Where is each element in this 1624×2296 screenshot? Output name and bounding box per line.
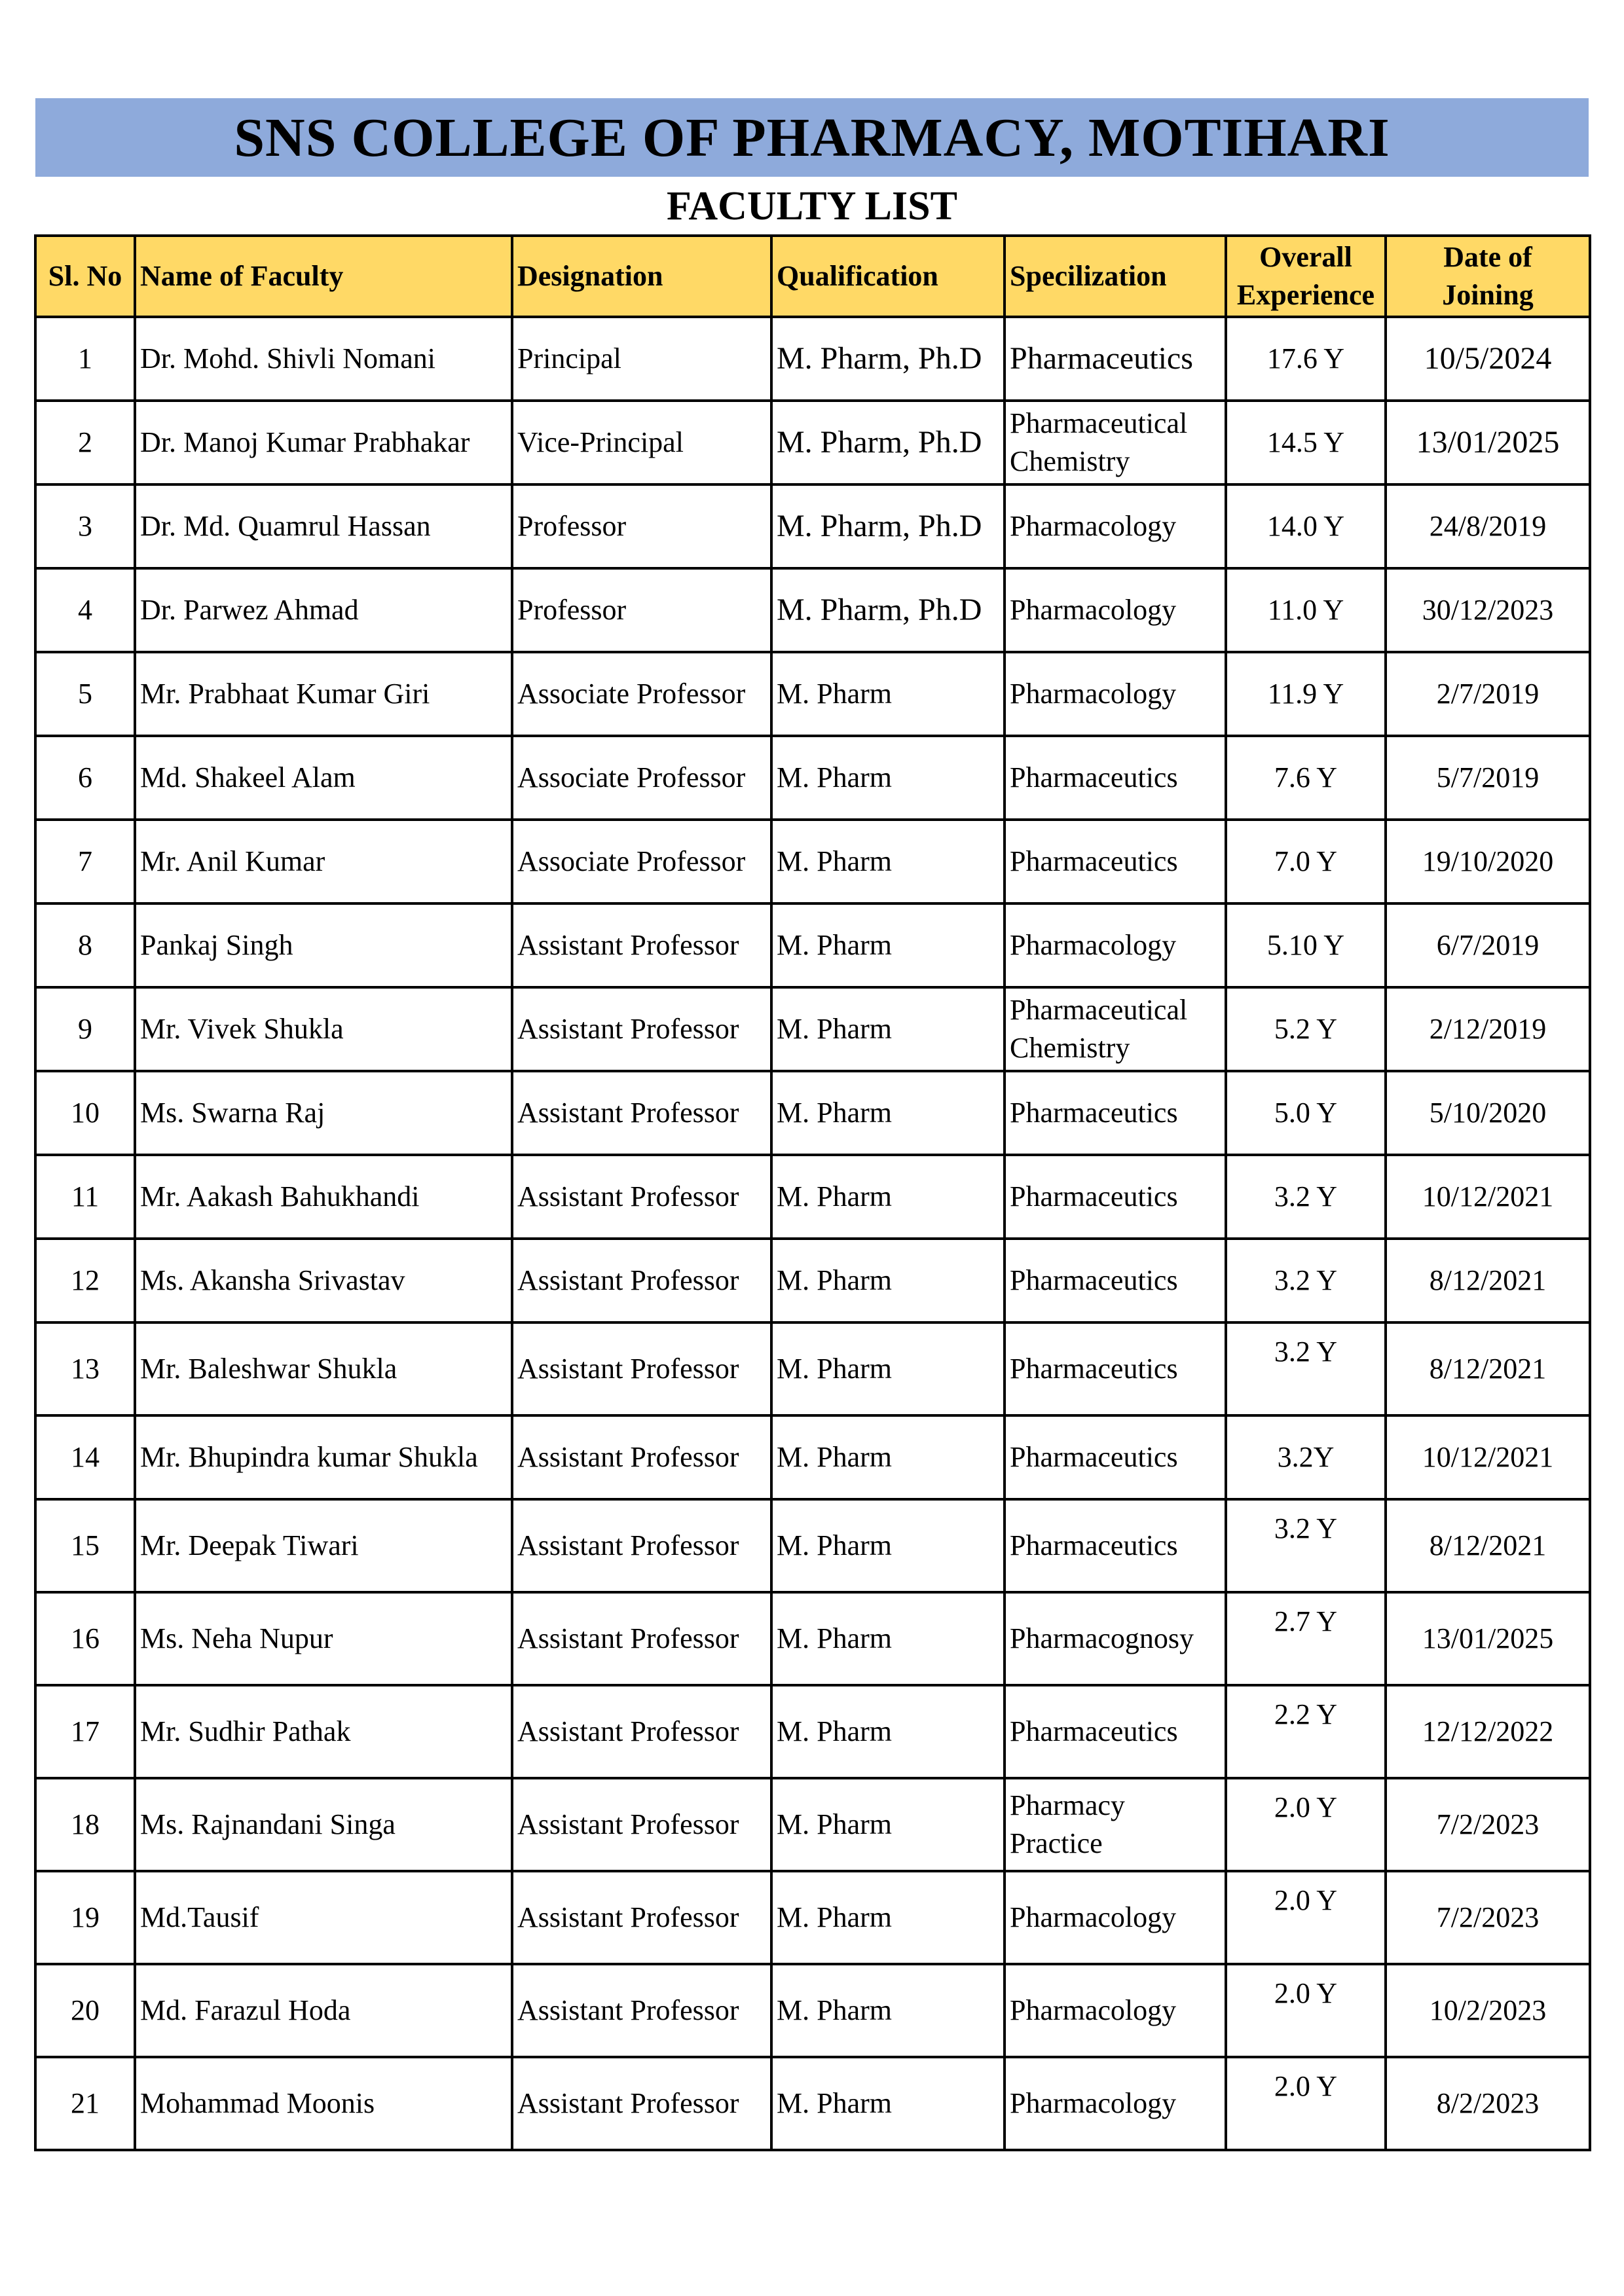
cell-sl-no: 2	[35, 401, 135, 484]
cell-joining-date: 5/7/2019	[1386, 736, 1590, 820]
cell-experience: 5.0 Y	[1226, 1071, 1386, 1155]
cell-experience: 17.6 Y	[1226, 317, 1386, 401]
table-row	[35, 1778, 1590, 1871]
cell-designation: Assistant Professor	[512, 1964, 771, 2057]
cell-specialization: Pharmacology	[1005, 1964, 1226, 2057]
cell-specialization: Pharmacology	[1005, 568, 1226, 652]
cell-qualification: M. Pharm	[771, 652, 1005, 736]
cell-sl-no: 13	[35, 1322, 135, 1415]
table-row	[35, 401, 1590, 484]
cell-designation: Assistant Professor	[512, 1778, 771, 1871]
cell-joining-date: 7/2/2023	[1386, 1871, 1590, 1964]
header-qualification: Qualification	[771, 236, 1005, 317]
cell-experience: 2.0 Y	[1226, 2057, 1386, 2150]
table-header-row	[35, 236, 1590, 317]
cell-name: Mr. Anil Kumar	[135, 820, 512, 903]
cell-designation: Assistant Professor	[512, 1871, 771, 1964]
cell-joining-date: 2/12/2019	[1386, 987, 1590, 1071]
header-joining	[1386, 236, 1590, 317]
cell-qualification: M. Pharm	[771, 820, 1005, 903]
cell-designation: Associate Professor	[512, 820, 771, 903]
cell-qualification: M. Pharm	[771, 1685, 1005, 1778]
cell-joining-date: 10/12/2021	[1386, 1155, 1590, 1239]
cell-experience: 2.7 Y	[1226, 1592, 1386, 1685]
cell-qualification: M. Pharm	[771, 1071, 1005, 1155]
table-row	[35, 484, 1590, 568]
header-designation: Designation	[512, 236, 771, 317]
cell-joining-date: 2/7/2019	[1386, 652, 1590, 736]
cell-qualification: M. Pharm	[771, 1499, 1005, 1592]
cell-sl-no: 11	[35, 1155, 135, 1239]
cell-joining-date: 8/12/2021	[1386, 1239, 1590, 1322]
cell-experience: 5.10 Y	[1226, 903, 1386, 987]
cell-name: Md. Shakeel Alam	[135, 736, 512, 820]
cell-specialization: Pharmaceutics	[1005, 736, 1226, 820]
cell-qualification: M. Pharm, Ph.D	[771, 568, 1005, 652]
cell-experience: 3.2 Y	[1226, 1155, 1386, 1239]
cell-name: Ms. Swarna Raj	[135, 1071, 512, 1155]
cell-joining-date: 10/2/2023	[1386, 1964, 1590, 2057]
cell-qualification: M. Pharm	[771, 736, 1005, 820]
cell-joining-date: 13/01/2025	[1386, 1592, 1590, 1685]
cell-name: Pankaj Singh	[135, 903, 512, 987]
cell-experience: 5.2 Y	[1226, 987, 1386, 1071]
faculty-list-heading: FACULTY LIST	[667, 183, 957, 228]
cell-sl-no: 18	[35, 1778, 135, 1871]
college-title: SNS COLLEGE OF PHARMACY, MOTIHARI	[234, 107, 1390, 168]
cell-sl-no: 1	[35, 317, 135, 401]
cell-name: Md. Farazul Hoda	[135, 1964, 512, 2057]
cell-name: Dr. Manoj Kumar Prabhakar	[135, 401, 512, 484]
cell-experience: 14.0 Y	[1226, 484, 1386, 568]
cell-specialization: Pharmacology	[1005, 484, 1226, 568]
cell-joining-date: 7/2/2023	[1386, 1778, 1590, 1871]
cell-experience: 2.2 Y	[1226, 1685, 1386, 1778]
cell-sl-no: 7	[35, 820, 135, 903]
cell-designation: Assistant Professor	[512, 1592, 771, 1685]
cell-experience: 11.9 Y	[1226, 652, 1386, 736]
table-row	[35, 1239, 1590, 1322]
cell-designation: Assistant Professor	[512, 2057, 771, 2150]
cell-sl-no: 12	[35, 1239, 135, 1322]
table-row	[35, 1155, 1590, 1239]
cell-designation: Assistant Professor	[512, 1415, 771, 1499]
cell-experience: 2.0 Y	[1226, 1871, 1386, 1964]
cell-qualification: M. Pharm	[771, 1964, 1005, 2057]
header-experience	[1226, 236, 1386, 317]
cell-name: Ms. Rajnandani Singa	[135, 1778, 512, 1871]
cell-name: Mr. Vivek Shukla	[135, 987, 512, 1071]
table-row	[35, 1871, 1590, 1964]
table-row	[35, 652, 1590, 736]
cell-joining-date: 24/8/2019	[1386, 484, 1590, 568]
cell-qualification: M. Pharm	[771, 987, 1005, 1071]
cell-specialization: Pharmaceutics	[1005, 1499, 1226, 1592]
cell-name: Ms. Akansha Srivastav	[135, 1239, 512, 1322]
cell-designation: Assistant Professor	[512, 1071, 771, 1155]
cell-sl-no: 9	[35, 987, 135, 1071]
cell-experience: 7.0 Y	[1226, 820, 1386, 903]
cell-specialization: Pharmaceutical Chemistry	[1005, 987, 1226, 1071]
cell-designation: Professor	[512, 484, 771, 568]
faculty-table	[34, 234, 1591, 2151]
cell-designation: Associate Professor	[512, 736, 771, 820]
cell-qualification: M. Pharm	[771, 1592, 1005, 1685]
cell-joining-date: 10/5/2024	[1386, 317, 1590, 401]
header-name: Name of Faculty	[135, 236, 512, 317]
cell-joining-date: 8/12/2021	[1386, 1499, 1590, 1592]
cell-sl-no: 17	[35, 1685, 135, 1778]
cell-name: Dr. Mohd. Shivli Nomani	[135, 317, 512, 401]
cell-sl-no: 8	[35, 903, 135, 987]
cell-joining-date: 30/12/2023	[1386, 568, 1590, 652]
cell-qualification: M. Pharm, Ph.D	[771, 401, 1005, 484]
cell-specialization: Pharmaceutics	[1005, 1685, 1226, 1778]
cell-experience: 3.2Y	[1226, 1415, 1386, 1499]
cell-designation: Assistant Professor	[512, 1239, 771, 1322]
cell-experience: 3.2 Y	[1226, 1322, 1386, 1415]
cell-name: Md.Tausif	[135, 1871, 512, 1964]
cell-specialization: Pharmaceutics	[1005, 820, 1226, 903]
cell-designation: Professor	[512, 568, 771, 652]
cell-name: Dr. Md. Quamrul Hassan	[135, 484, 512, 568]
cell-qualification: M. Pharm	[771, 1322, 1005, 1415]
cell-specialization: Pharmacognosy	[1005, 1592, 1226, 1685]
cell-joining-date: 8/2/2023	[1386, 2057, 1590, 2150]
cell-qualification: M. Pharm, Ph.D	[771, 317, 1005, 401]
cell-qualification: M. Pharm	[771, 2057, 1005, 2150]
cell-designation: Associate Professor	[512, 652, 771, 736]
cell-specialization: Pharmacology	[1005, 2057, 1226, 2150]
cell-joining-date: 5/10/2020	[1386, 1071, 1590, 1155]
cell-name: Mr. Bhupindra kumar Shukla	[135, 1415, 512, 1499]
cell-joining-date: 12/12/2022	[1386, 1685, 1590, 1778]
cell-qualification: M. Pharm	[771, 903, 1005, 987]
cell-designation: Assistant Professor	[512, 1322, 771, 1415]
header-experience-line2: Experience	[1236, 279, 1375, 311]
header-joining-line2: Joining	[1442, 279, 1534, 311]
cell-sl-no: 5	[35, 652, 135, 736]
cell-sl-no: 3	[35, 484, 135, 568]
cell-name: Mr. Prabhaat Kumar Giri	[135, 652, 512, 736]
cell-specialization: Pharmaceutical Chemistry	[1005, 401, 1226, 484]
cell-joining-date: 13/01/2025	[1386, 401, 1590, 484]
cell-sl-no: 15	[35, 1499, 135, 1592]
cell-designation: Assistant Professor	[512, 1499, 771, 1592]
college-title-banner	[35, 98, 1589, 177]
cell-joining-date: 19/10/2020	[1386, 820, 1590, 903]
cell-name: Dr. Parwez Ahmad	[135, 568, 512, 652]
cell-designation: Assistant Professor	[512, 987, 771, 1071]
header-specialization: Specilization	[1005, 236, 1226, 317]
cell-sl-no: 14	[35, 1415, 135, 1499]
cell-specialization: Pharmacology	[1005, 1871, 1226, 1964]
cell-specialization: Pharmaceutics	[1005, 1322, 1226, 1415]
cell-designation: Principal	[512, 317, 771, 401]
cell-experience: 14.5 Y	[1226, 401, 1386, 484]
table-row	[35, 903, 1590, 987]
cell-sl-no: 10	[35, 1071, 135, 1155]
table-row	[35, 1592, 1590, 1685]
cell-specialization: Pharmaceutics	[1005, 1071, 1226, 1155]
cell-sl-no: 20	[35, 1964, 135, 2057]
cell-qualification: M. Pharm	[771, 1778, 1005, 1871]
cell-specialization: Pharmacy Practice	[1005, 1778, 1226, 1871]
cell-sl-no: 4	[35, 568, 135, 652]
table-row	[35, 1322, 1590, 1415]
cell-specialization: Pharmaceutics	[1005, 1415, 1226, 1499]
cell-qualification: M. Pharm	[771, 1415, 1005, 1499]
cell-experience: 11.0 Y	[1226, 568, 1386, 652]
header-joining-line1: Date of	[1443, 241, 1532, 273]
table-row	[35, 820, 1590, 903]
cell-experience: 2.0 Y	[1226, 1964, 1386, 2057]
cell-specialization: Pharmaceutics	[1005, 317, 1226, 401]
table-row	[35, 987, 1590, 1071]
cell-name: Mohammad Moonis	[135, 2057, 512, 2150]
cell-joining-date: 10/12/2021	[1386, 1415, 1590, 1499]
cell-designation: Assistant Professor	[512, 1155, 771, 1239]
table-row	[35, 2057, 1590, 2150]
cell-sl-no: 6	[35, 736, 135, 820]
cell-sl-no: 16	[35, 1592, 135, 1685]
table-row	[35, 1499, 1590, 1592]
cell-sl-no: 21	[35, 2057, 135, 2150]
cell-experience: 3.2 Y	[1226, 1499, 1386, 1592]
cell-joining-date: 6/7/2019	[1386, 903, 1590, 987]
table-row	[35, 1071, 1590, 1155]
cell-experience: 7.6 Y	[1226, 736, 1386, 820]
table-row	[35, 317, 1590, 401]
cell-name: Mr. Deepak Tiwari	[135, 1499, 512, 1592]
cell-specialization: Pharmaceutics	[1005, 1155, 1226, 1239]
cell-specialization: Pharmaceutics	[1005, 1239, 1226, 1322]
cell-qualification: M. Pharm	[771, 1239, 1005, 1322]
header-sl-no: Sl. No	[35, 236, 135, 317]
cell-specialization: Pharmacology	[1005, 652, 1226, 736]
cell-name: Mr. Baleshwar Shukla	[135, 1322, 512, 1415]
cell-name: Mr. Sudhir Pathak	[135, 1685, 512, 1778]
cell-specialization: Pharmacology	[1005, 903, 1226, 987]
table-row	[35, 1415, 1590, 1499]
table-row	[35, 1964, 1590, 2057]
cell-designation: Assistant Professor	[512, 1685, 771, 1778]
header-experience-line1: Overall	[1259, 241, 1352, 273]
cell-experience: 3.2 Y	[1226, 1239, 1386, 1322]
cell-qualification: M. Pharm	[771, 1155, 1005, 1239]
cell-qualification: M. Pharm, Ph.D	[771, 484, 1005, 568]
cell-experience: 2.0 Y	[1226, 1778, 1386, 1871]
cell-designation: Assistant Professor	[512, 903, 771, 987]
cell-name: Ms. Neha Nupur	[135, 1592, 512, 1685]
cell-designation: Vice-Principal	[512, 401, 771, 484]
table-row	[35, 736, 1590, 820]
table-row	[35, 568, 1590, 652]
cell-name: Mr. Aakash Bahukhandi	[135, 1155, 512, 1239]
cell-joining-date: 8/12/2021	[1386, 1322, 1590, 1415]
table-row	[35, 1685, 1590, 1778]
cell-qualification: M. Pharm	[771, 1871, 1005, 1964]
cell-sl-no: 19	[35, 1871, 135, 1964]
